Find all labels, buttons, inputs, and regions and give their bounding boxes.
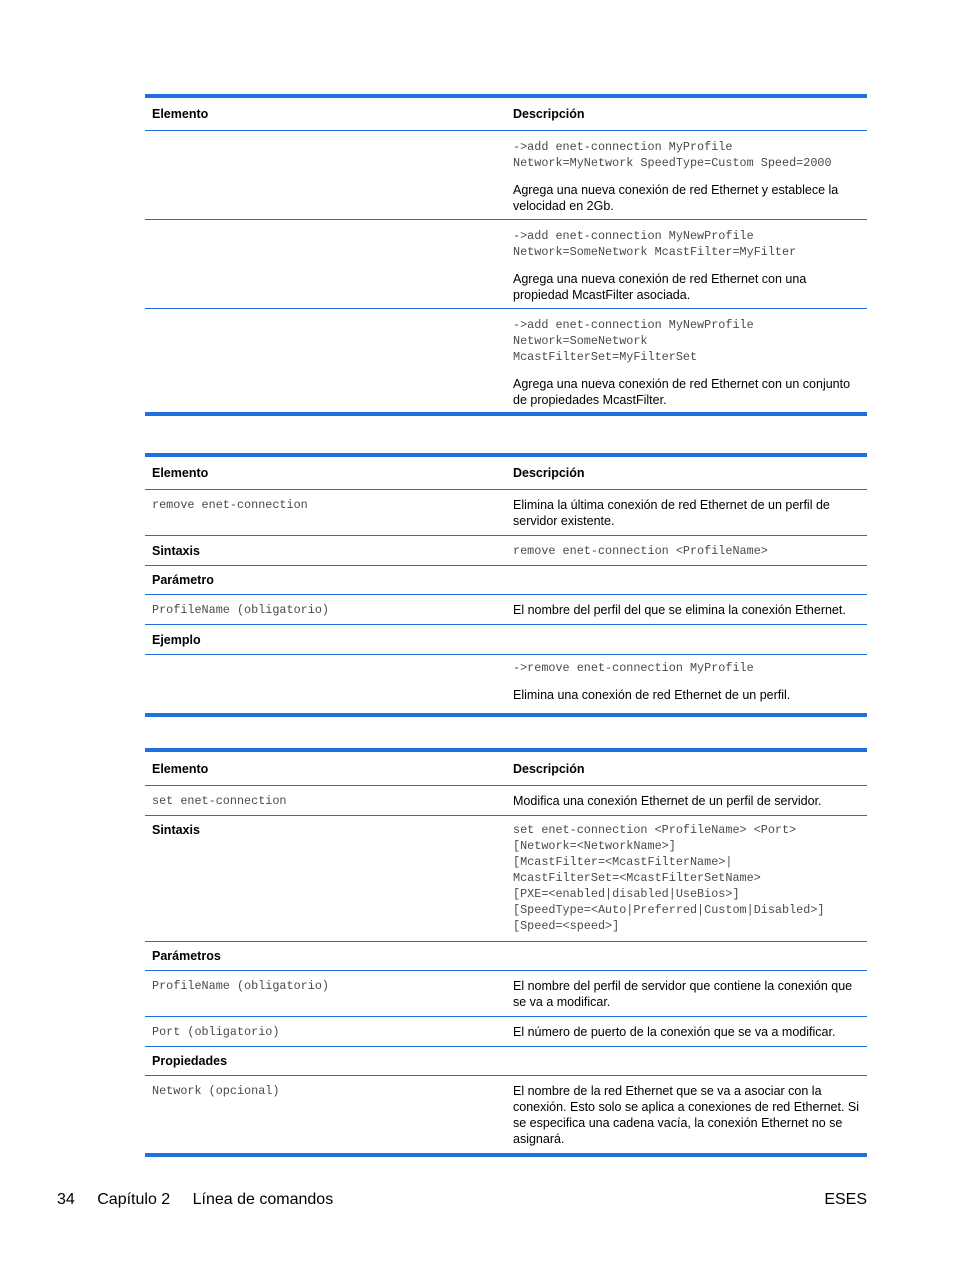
table-set-enet-connection xyxy=(145,748,867,1157)
table-row xyxy=(145,566,867,595)
table-header xyxy=(145,98,867,131)
parameters-label: Parámetros xyxy=(152,949,221,963)
table-row xyxy=(145,942,867,971)
page-number: 34 xyxy=(57,1191,75,1208)
example-code: ->add enet-connection MyNewProfile Network=SomeNetwork McastFilterSet=MyFilterSet xyxy=(513,318,754,364)
table-row xyxy=(145,490,867,536)
table-add-examples xyxy=(145,94,867,416)
header-elemento: Elemento xyxy=(152,761,209,776)
table-header xyxy=(145,752,867,786)
table-row xyxy=(145,816,867,942)
parameter-name: Port (obligatorio) xyxy=(152,1024,280,1039)
example-desc: Agrega una nueva conexión de red Ethernet con una propiedad McastFilter asociada. xyxy=(513,272,807,302)
syntax-label: Sintaxis xyxy=(152,543,200,558)
header-descripcion: Descripción xyxy=(513,466,585,480)
table-row xyxy=(145,220,867,309)
header-elemento: Elemento xyxy=(152,466,209,480)
parameter-desc: El número de puerto de la conexión que se va a modificar. xyxy=(513,1024,836,1039)
syntax-label: Sintaxis xyxy=(152,823,200,837)
table-row xyxy=(145,655,867,713)
table-row xyxy=(145,595,867,625)
property-name: Network (opcional) xyxy=(152,1084,280,1098)
syntax-code: set enet-connection <ProfileName> <Port> [Network=<NetworkName>] [McastFilter=<McastFilterName>| McastFilterSet=<McastFilterSetName> [PXE=<enabled|disabled|UseBios>] [SpeedType=<Auto|Preferred|Custom|Disabled>] [Speed=<speed>] xyxy=(513,823,825,933)
table-row xyxy=(145,536,867,566)
table-row xyxy=(145,309,867,412)
parameter-label: Parámetro xyxy=(152,573,214,587)
command-desc: Modifica una conexión Ethernet de un perfil de servidor. xyxy=(513,793,822,808)
table-row xyxy=(145,971,867,1017)
header-elemento: Elemento xyxy=(152,107,209,121)
parameter-desc: El nombre del perfil de servidor que contiene la conexión que se va a modificar. xyxy=(513,979,853,1009)
header-descripcion: Descripción xyxy=(513,107,585,121)
page-footer xyxy=(57,1191,867,1209)
example-desc: Agrega una nueva conexión de red Ethernet con un conjunto de propiedades McastFilter. xyxy=(513,377,851,407)
header-descripcion: Descripción xyxy=(513,761,585,776)
parameter-name: ProfileName (obligatorio) xyxy=(152,602,329,617)
example-label: Ejemplo xyxy=(152,632,201,647)
table-header xyxy=(145,457,867,490)
command-name: set enet-connection xyxy=(152,793,287,808)
chapter-label: Capítulo 2 xyxy=(97,1191,171,1208)
example-desc: Agrega una nueva conexión de red Ethernet y establece la velocidad en 2Gb. xyxy=(513,183,839,213)
properties-label: Propiedades xyxy=(152,1054,228,1068)
table-row xyxy=(145,625,867,655)
example-code: ->remove enet-connection MyProfile xyxy=(513,661,754,675)
syntax-code: remove enet-connection <ProfileName> xyxy=(513,543,768,558)
table-row xyxy=(145,1076,867,1153)
command-desc: Elimina la última conexión de red Ethernet de un perfil de servidor existente. xyxy=(513,498,830,528)
table-row xyxy=(145,131,867,220)
table-row xyxy=(145,1017,867,1047)
example-desc: Elimina una conexión de red Ethernet de un perfil. xyxy=(513,688,791,702)
parameter-desc: El nombre del perfil del que se elimina la conexión Ethernet. xyxy=(513,602,846,617)
parameter-name: ProfileName (obligatorio) xyxy=(152,979,329,993)
footer-locale: ESES xyxy=(824,1191,867,1208)
table-remove-enet-connection xyxy=(145,453,867,717)
command-name: remove enet-connection xyxy=(152,498,308,512)
example-code: ->add enet-connection MyProfile Network=MyNetwork SpeedType=Custom Speed=2000 xyxy=(513,140,832,170)
chapter-title: Línea de comandos xyxy=(192,1191,334,1208)
table-row xyxy=(145,1047,867,1076)
property-desc: El nombre de la red Ethernet que se va a asociar con la conexión. Esto solo se aplica a conexiones de red Ethernet. Si se especifica una cadena vacía, la conexión Ethernet no se asignará. xyxy=(513,1084,860,1146)
table-row xyxy=(145,786,867,816)
example-code: ->add enet-connection MyNewProfile Network=SomeNetwork McastFilter=MyFilter xyxy=(513,229,797,259)
